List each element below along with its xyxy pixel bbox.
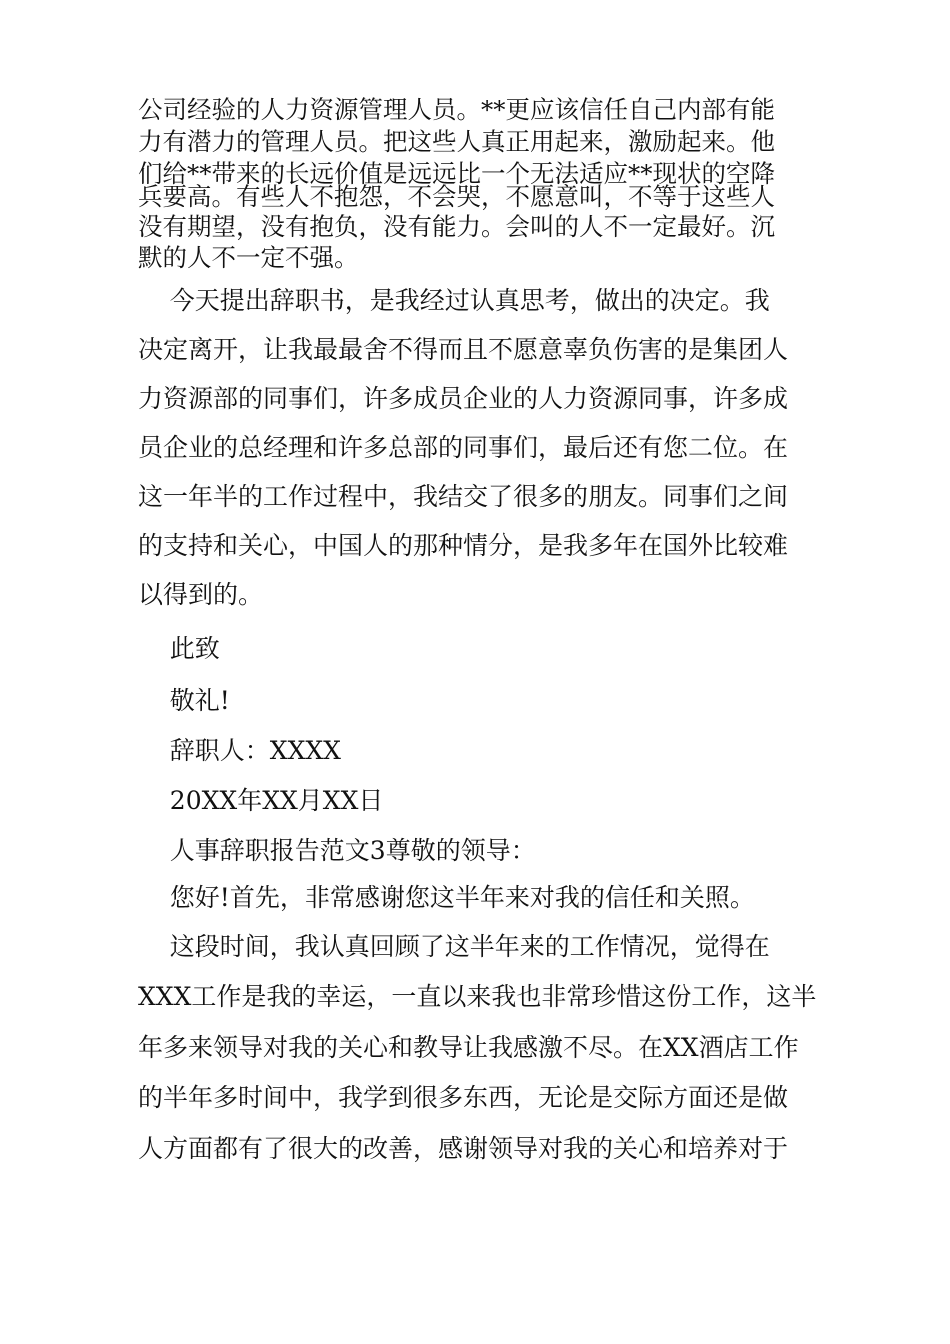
text-line-12: 的支持和关心，中国人的那种情分，是我多年在国外比较难 [138, 531, 789, 560]
text-line-22: 年多来领导对我的关心和教导让我感激不尽。在XX酒店工作 [138, 1033, 799, 1062]
text-line-1: 公司经验的人力资源管理人员。**更应该信任自己内部有能 [138, 95, 775, 124]
text-line-8: 决定离开，让我最最舍不得而且不愿意辜负伤害的是集团人 [138, 335, 789, 364]
text-line-23: 的半年多时间中，我学到很多东西，无论是交际方面还是做 [138, 1083, 789, 1112]
text-line-3: 们给**带来的长远价值是远远比一个无法适应**现状的空降 [138, 159, 775, 188]
section-heading-line: 人事辞职报告范文3尊敬的领导： [138, 836, 536, 865]
text-line-10: 员企业的总经理和许多总部的同事们，最后还有您二位。在 [138, 433, 789, 462]
text-line-13: 以得到的。 [138, 580, 264, 609]
greeting-line: 您好!首先，非常感谢您这半年来对我的信任和关照。 [138, 883, 755, 912]
date-line: 20XX年XX月XX日 [138, 786, 384, 815]
salutation-line: 此致 [138, 634, 220, 663]
signer-line: 辞职人：XXXX [138, 736, 341, 765]
text-line-20: 这段时间，我认真回顾了这半年来的工作情况，觉得在 [138, 932, 770, 961]
text-line-2: 力有潜力的管理人员。把这些人真正用起来，激励起来。他 [138, 127, 775, 156]
text-line-5: 没有期望，没有抱负，没有能力。会叫的人不一定最好。沉 [138, 212, 775, 241]
text-line-24: 人方面都有了很大的改善，感谢领导对我的关心和培养对于 [138, 1134, 789, 1163]
text-line-9: 力资源部的同事们，许多成员企业的人力资源同事，许多成 [138, 384, 789, 413]
regards-line: 敬礼! [138, 686, 230, 715]
text-line-11: 这一年半的工作过程中，我结交了很多的朋友。同事们之间 [138, 482, 789, 511]
text-line-4: 兵要高。有些人不抱怨，不会哭，不愿意叫，不等于这些人 [138, 182, 775, 211]
text-line-21: XXX工作是我的幸运，一直以来我也非常珍惜这份工作，这半 [138, 982, 817, 1011]
text-line-6: 默的人不一定不强。 [138, 243, 359, 272]
text-line-7: 今天提出辞职书，是我经过认真思考，做出的决定。我 [138, 286, 770, 315]
